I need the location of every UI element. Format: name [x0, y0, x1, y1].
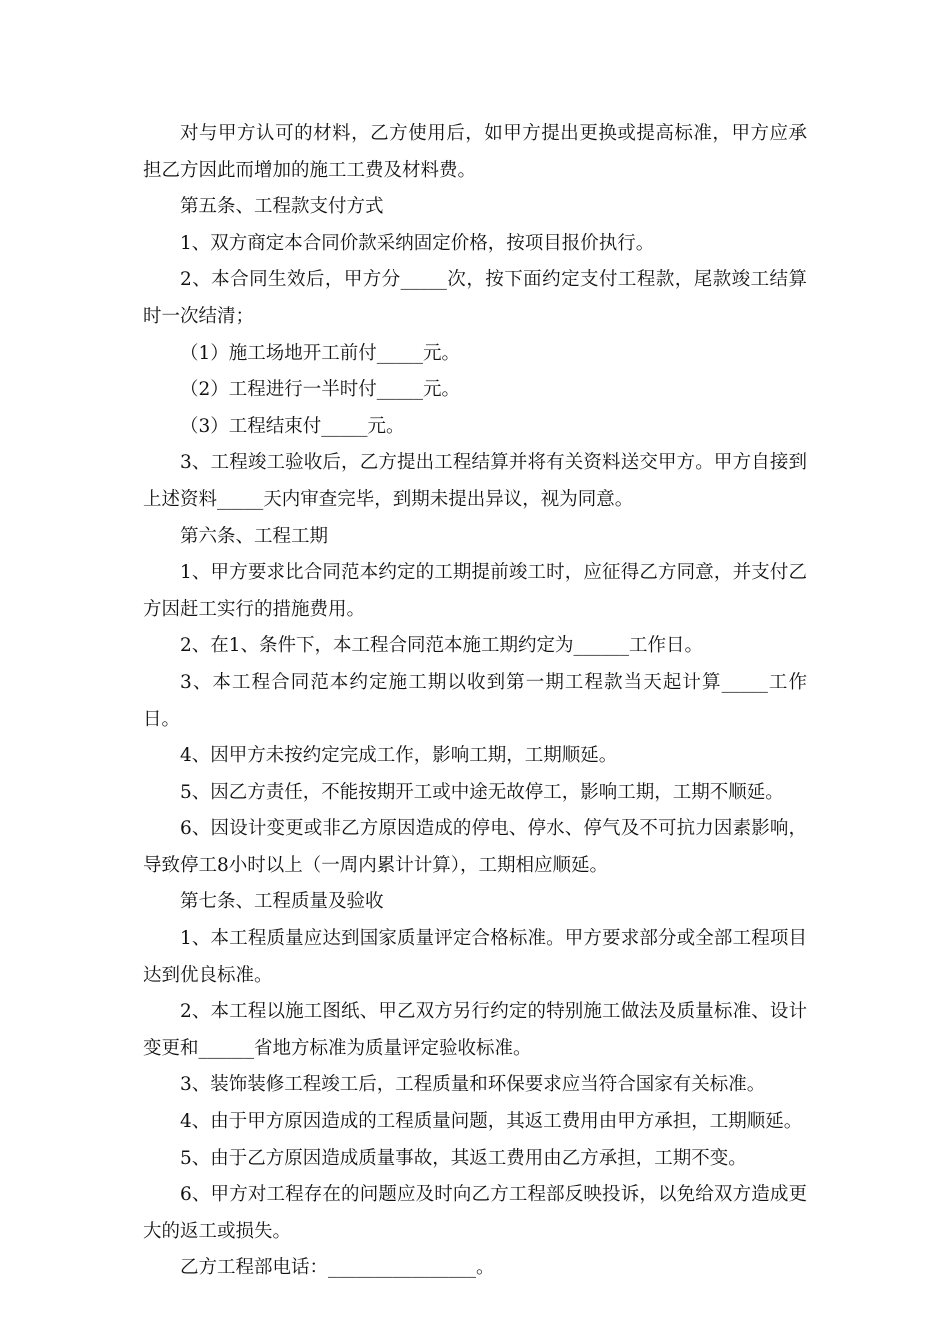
paragraph-6-6: 6、因设计变更或非乙方原因造成的停电、停水、停气及不可抗力因素影响，导致停工8小时以上（一周内累计计算），工期相应顺延。: [143, 818, 807, 876]
paragraph-6-3: 3、本工程合同范本约定施工期以收到第一期工程款当天起计算_____工作日。: [143, 671, 807, 730]
paragraph-5-3: 3、工程竣工验收后，乙方提出工程结算并将有关资料送交甲方。甲方自接到上述资料_____天内审查完毕，到期未提出异议，视为同意。: [143, 452, 807, 510]
paragraph-6-2: 2、在1、条件下，本工程合同范本施工期约定为______工作日。: [180, 635, 704, 657]
paragraph-7-4: 4、由于甲方原因造成的工程质量问题，其返工费用由甲方承担，工期顺延。: [180, 1111, 803, 1133]
paragraph-5-1: 1、双方商定本合同价款采纳固定价格，按项目报价执行。: [180, 232, 655, 254]
paragraph-7-3: 3、装饰装修工程竣工后，工程质量和环保要求应当符合国家有关标准。: [180, 1074, 766, 1096]
paragraph-material-change: 对与甲方认可的材料，乙方使用后，如甲方提出更换或提高标准，甲方应承担乙方因此而增加的施工工费及材料费。: [143, 123, 807, 181]
paragraph-6-1: 1、甲方要求比合同范本约定的工期提前竣工时，应征得乙方同意，并支付乙方因赶工实行的措施费用。: [143, 562, 807, 620]
paragraph-6-5: 5、因乙方责任，不能按期开工或中途无故停工，影响工期，工期不顺延。: [180, 781, 784, 803]
paragraph-5-2-item-1: （1）施工场地开工前付_____元。: [180, 342, 461, 364]
paragraph-7-6: 6、甲方对工程存在的问题应及时向乙方工程部反映投诉，以免给双方造成更大的返工或损失。: [143, 1184, 807, 1242]
document-body: [143, 116, 807, 1287]
paragraph-5-2-item-3: （3）工程结束付_____元。: [180, 415, 405, 437]
heading-article-5: 第五条、工程款支付方式: [180, 196, 384, 218]
heading-article-6: 第六条、工程工期: [180, 525, 329, 547]
paragraph-phone: 乙方工程部电话：________________。: [180, 1257, 495, 1279]
paragraph-7-2: 2、本工程以施工图纸、甲乙双方另行约定的特别施工做法及质量标准、设计变更和______省地方标准为质量评定验收标准。: [143, 1001, 807, 1059]
paragraph-5-2-item-2: （2）工程进行一半时付_____元。: [180, 379, 461, 401]
heading-article-7: 第七条、工程质量及验收: [180, 891, 384, 913]
paragraph-7-1: 1、本工程质量应达到国家质量评定合格标准。甲方要求部分或全部工程项目达到优良标准。: [143, 928, 807, 986]
paragraph-7-5: 5、由于乙方原因造成质量事故，其返工费用由乙方承担，工期不变。: [180, 1147, 747, 1169]
paragraph-6-4: 4、因甲方未按约定完成工作，影响工期，工期顺延。: [180, 745, 618, 767]
paragraph-5-2: 2、本合同生效后，甲方分_____次，按下面约定支付工程款，尾款竣工结算时一次结清；: [143, 269, 807, 327]
